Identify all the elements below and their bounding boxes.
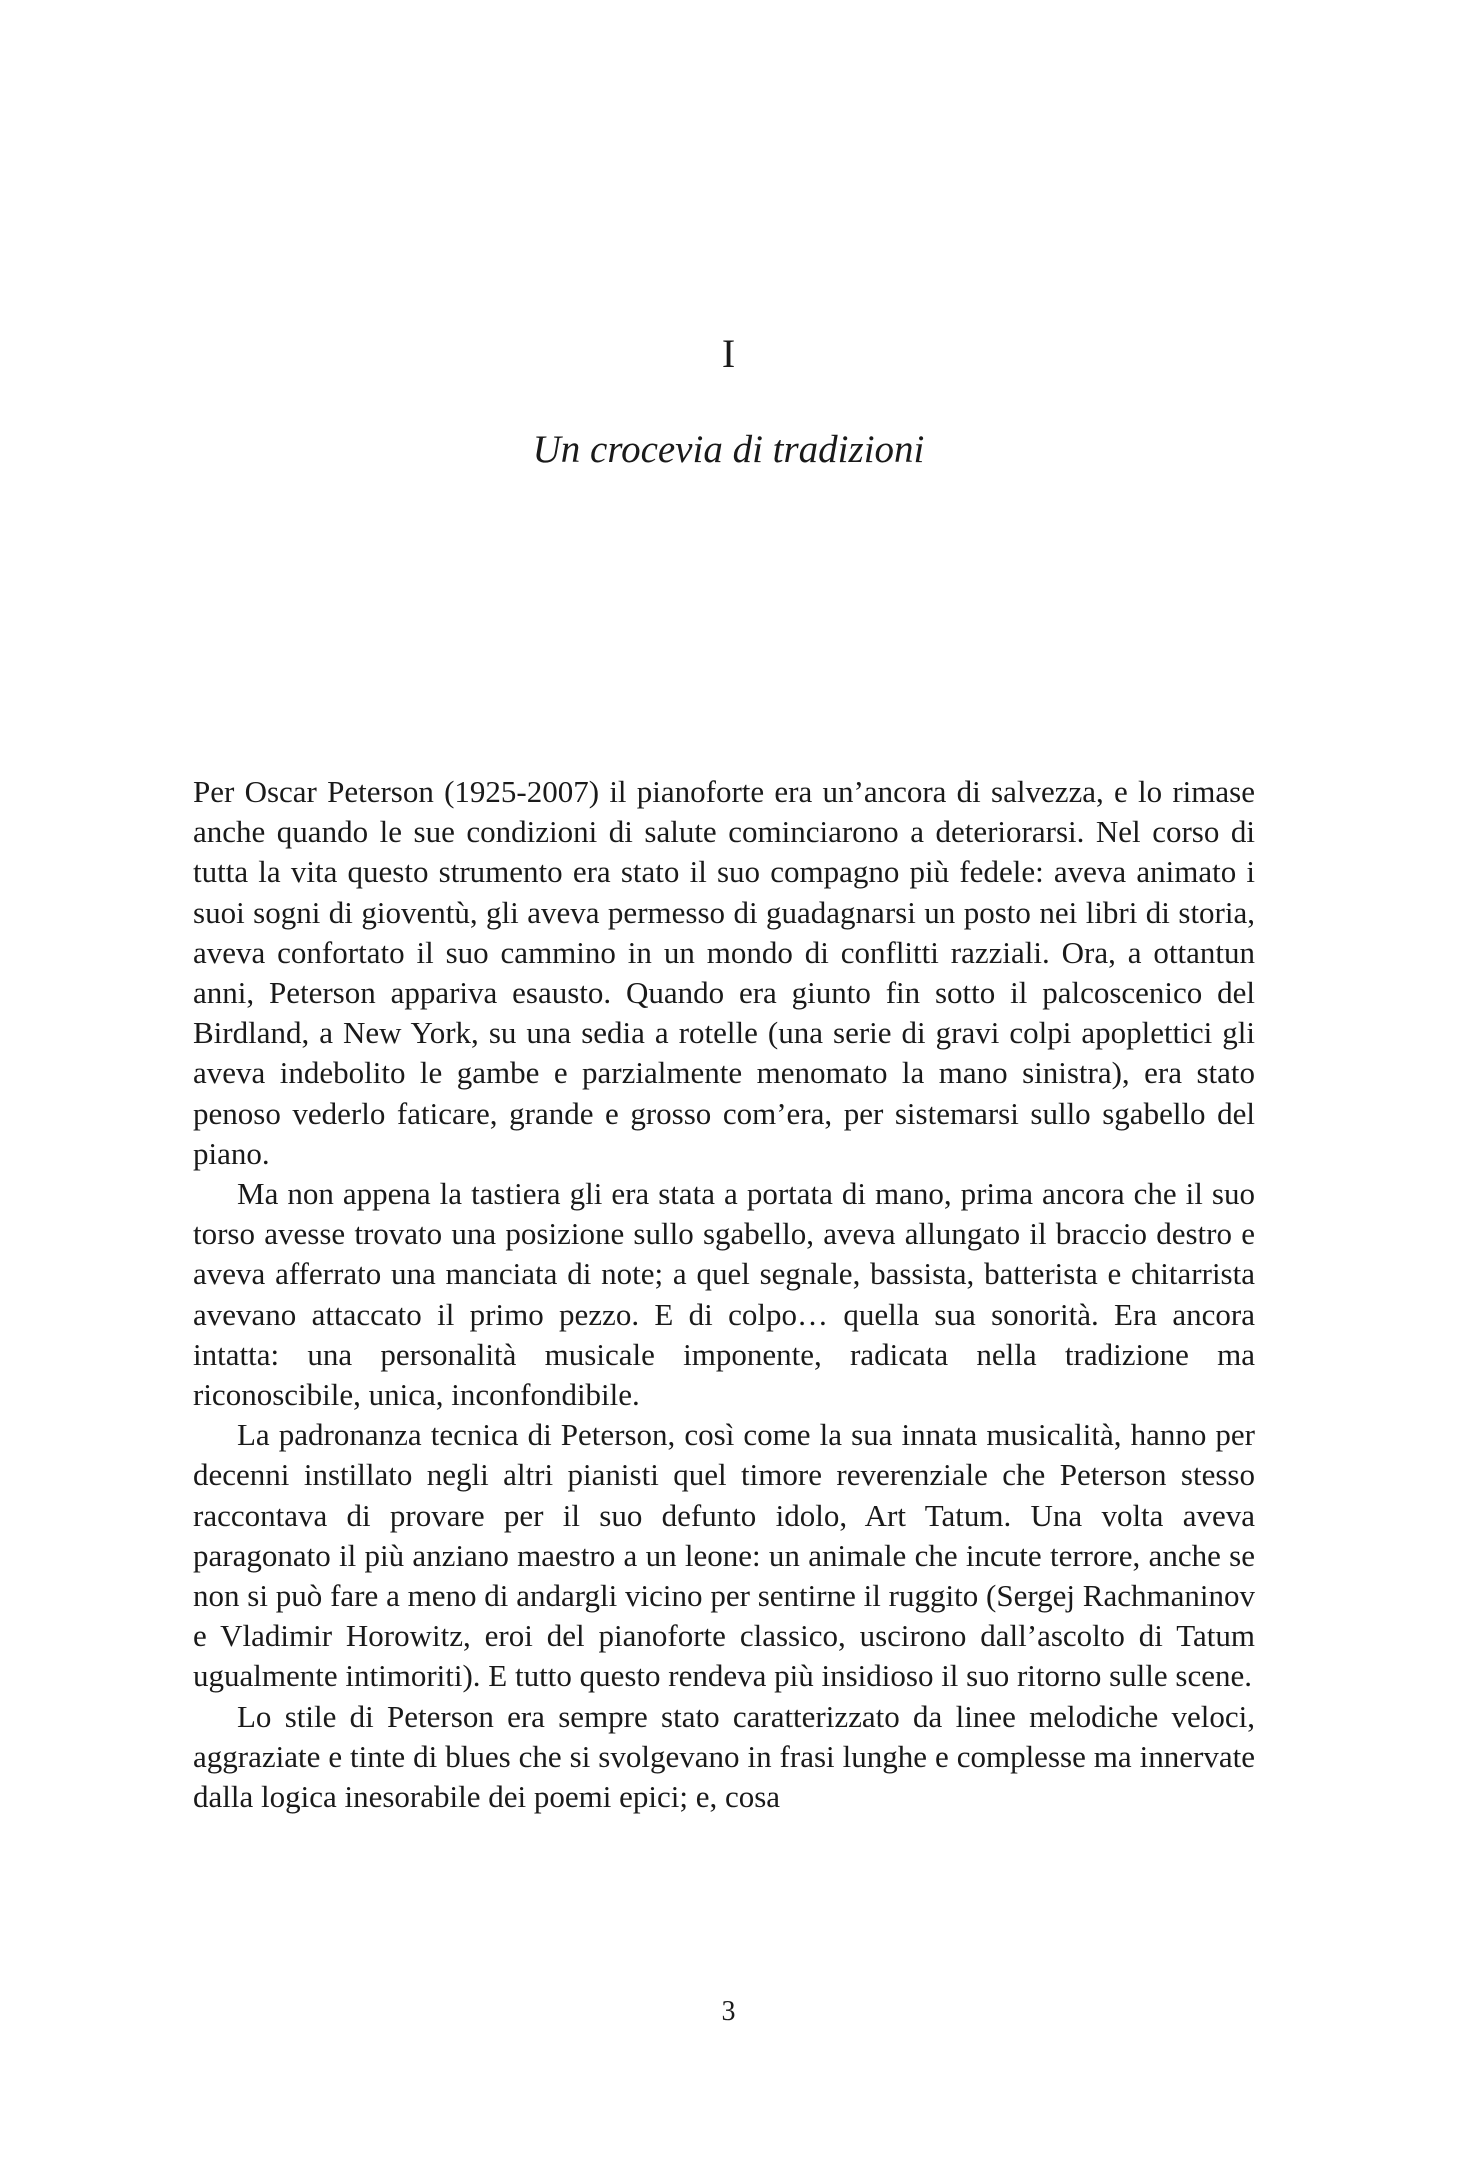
paragraph-1: Per Oscar Peterson (1925-2007) il pianoforte era un’ancora di salvezza, e lo rimase anche quando le sue condizioni di salute cominciarono a deteriorarsi. Nel corso di tutta la vita questo strumento era stato il suo compagno più fedele: aveva animato i suoi sogni di gioventù, gli aveva permesso di guadagnarsi un posto nei libri di storia, aveva confortato il suo cammino in un mondo di conflitti razziali. Ora, a ottantun anni, Peterson appariva esausto. Quando era giunto fin sotto il palcoscenico del Birdland, a New York, su una sedia a rotelle (una serie di gravi colpi apoplettici gli aveva indebolito le gambe e parzialmente menomato la mano sinistra), era stato penoso vederlo faticare, grande e grosso com’era, per sistemarsi sullo sgabello del piano.	[193, 774, 1255, 1171]
paragraph-4: Lo stile di Peterson era sempre stato caratterizzato da linee melodiche veloci, aggraziate e tinte di blues che si svolgevano in frasi lunghe e complesse ma innervate dalla logica inesorabile dei poemi epici; e, cosa	[193, 1698, 1255, 1815]
chapter-number: I	[721, 331, 736, 376]
chapter-title: Un crocevia di tradizioni	[532, 428, 925, 471]
paragraph-3: La padronanza tecnica di Peterson, così come la sua innata musicalità, hanno per decenni instillato negli altri pianisti quel timore reverenziale che Peterson stesso raccontava di provare per il suo defunto idolo, Art Tatum. Una volta aveva paragonato il più anziano maestro a un leone: un animale che incute terrore, anche se non si può fare a meno di andargli vicino per sentirne il ruggito (Sergej Rachmaninov e Vladimir Horowitz, eroi del pianoforte classico, uscirono dall’ascolto di Tatum ugualmente intimoriti). E tutto questo rendeva più insidioso il suo ritorno sulle scene.	[193, 1417, 1255, 1694]
body-text	[193, 772, 1255, 1817]
paragraph-2: Ma non appena la tastiera gli era stata a portata di mano, prima ancora che il suo torso avesse trovato una posizione sullo sgabello, aveva allungato il braccio destro e aveva afferrato una manciata di note; a quel segnale, bassista, batterista e chitarrista avevano attaccato il primo pezzo. E di colpo… quella sua sonorità. Era ancora intatta: una personalità musicale imponente, radicata nella tradizione ma riconoscibile, unica, inconfondibile.	[193, 1176, 1255, 1413]
page-number: 3	[721, 1996, 736, 2027]
